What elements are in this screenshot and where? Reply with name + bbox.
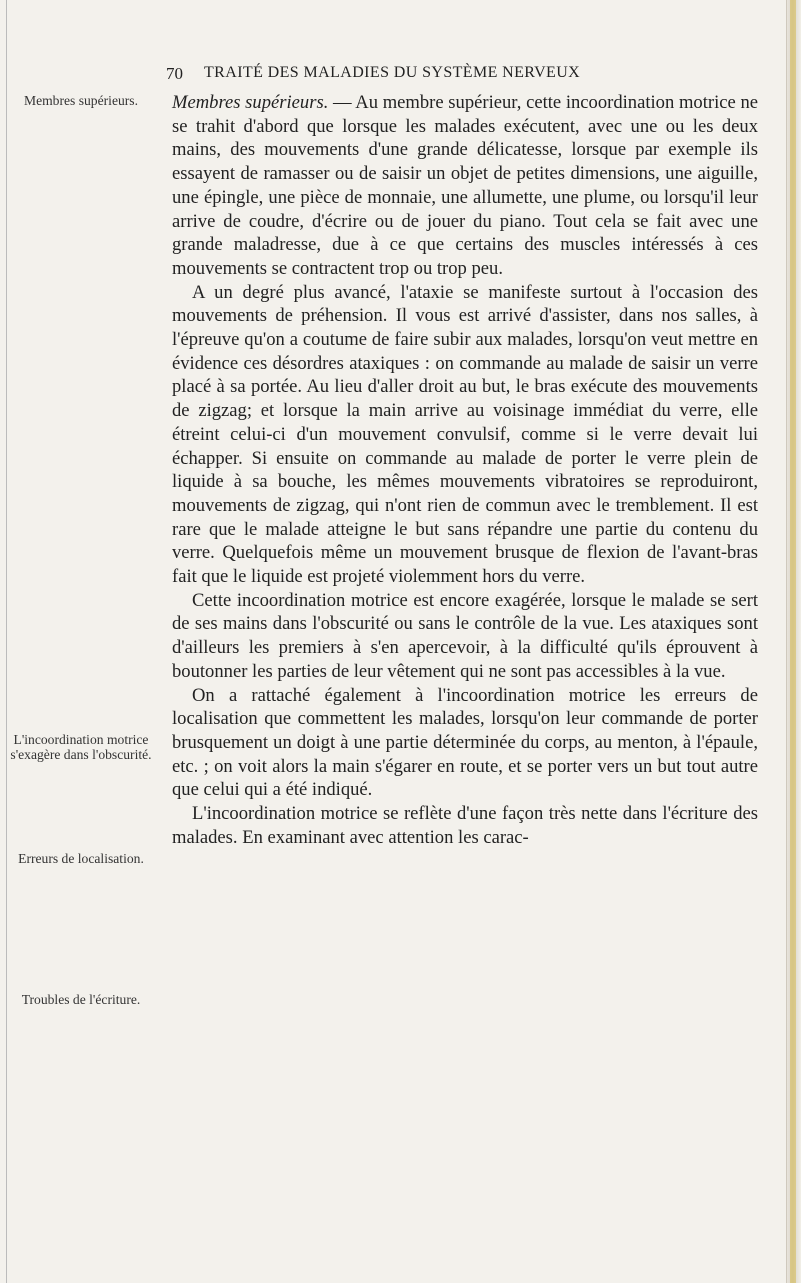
paragraph: L'incoordination motrice se reflète d'une façon très nette dans l'écriture des malades. En examinant avec attention les carac- bbox=[172, 803, 758, 848]
margin-note: Membres supérieurs. bbox=[23, 93, 138, 108]
margin-note: Troubles de l'écriture. bbox=[21, 992, 141, 1007]
page-number: 70 bbox=[166, 64, 183, 83]
paragraph-text: — Au membre supérieur, cette incoordination motrice ne se trahit d'abord que lorsque les malades exécutent, avec une ou les deux mains, des mouvements d'une grande délicatesse, lorsque par exemple ils essayent de ramasser ou de saisir un objet de petites dimensions, une aiguille, une épingle, une pièce de monnaie, une allumette, une plume, ou lorsqu'il leur arrive de coudre, d'écrire ou de jouer du piano. Tout cela se fait avec une grande maladresse, due à ce que certains des muscles intéressés à ces mouvements se contractent trop ou trop peu. bbox=[172, 92, 758, 279]
paragraph: Cette incoordination motrice est encore exagérée, lorsque le malade se sert de ses mains dans l'obscurité ou sans le contrôle de la vue. Les ataxiques sont d'ailleurs les premiers à s'en apercevoir, à la difficulté qu'ils éprouvent à boutonner les parties de leur vêtement qui ne sont pas accessibles à la vue. bbox=[172, 589, 758, 682]
paragraph: On a rattaché également à l'incoordination motrice les erreurs de localisation que commettent les malades, lorsqu'on leur commande de porter brusquement un doigt à une partie déterminée du corps, au menton, à l'épaule, etc. ; on voit alors la main s'égarer en route, et se porter vers un but tout autre que celui qui a été indiqué. bbox=[172, 684, 758, 801]
margin-note: Erreurs de localisation. bbox=[18, 851, 144, 866]
margin-notes bbox=[0, 0, 150, 1283]
margin-note: L'incoordination motrice s'exagère dans l'obscurité. bbox=[10, 732, 152, 762]
book-gilt-edge bbox=[790, 0, 796, 1283]
body-text bbox=[172, 91, 758, 850]
paragraph bbox=[172, 91, 758, 281]
running-title: TRAITÉ DES MALADIES DU SYSTÈME NERVEUX bbox=[204, 64, 581, 81]
section-heading: Membres supérieurs. bbox=[172, 92, 329, 113]
paragraph: A un degré plus avancé, l'ataxie se manifeste surtout à l'occasion des mouvements de préhension. Il vous est arrivé d'assister, dans nos salles, à l'épreuve qu'on a coutume de faire subir aux malades, lorsqu'on veut mettre en évidence ces désordres ataxiques : on commande au malade de saisir un verre placé à sa portée. Au lieu d'aller droit au but, le bras exécute des mouvements de zigzag; et lorsque la main arrive au voisinage immédiat du verre, elle étreint celui-ci d'un mouvement convulsif, comme si le verre devait lui échapper. Si ensuite on commande au malade de porter le verre plein de liquide à sa bouche, les mêmes mouvements vibratoires se reproduiront, mouvements de zigzag, qui n'ont rien de commun avec le tremblement. Il est rare que le malade atteigne le but sans répandre une partie du contenu du verre. Quelquefois même un mouvement brusque de flexion de l'avant-bras fait que le liquide est projeté violemment hors du verre. bbox=[172, 281, 758, 588]
